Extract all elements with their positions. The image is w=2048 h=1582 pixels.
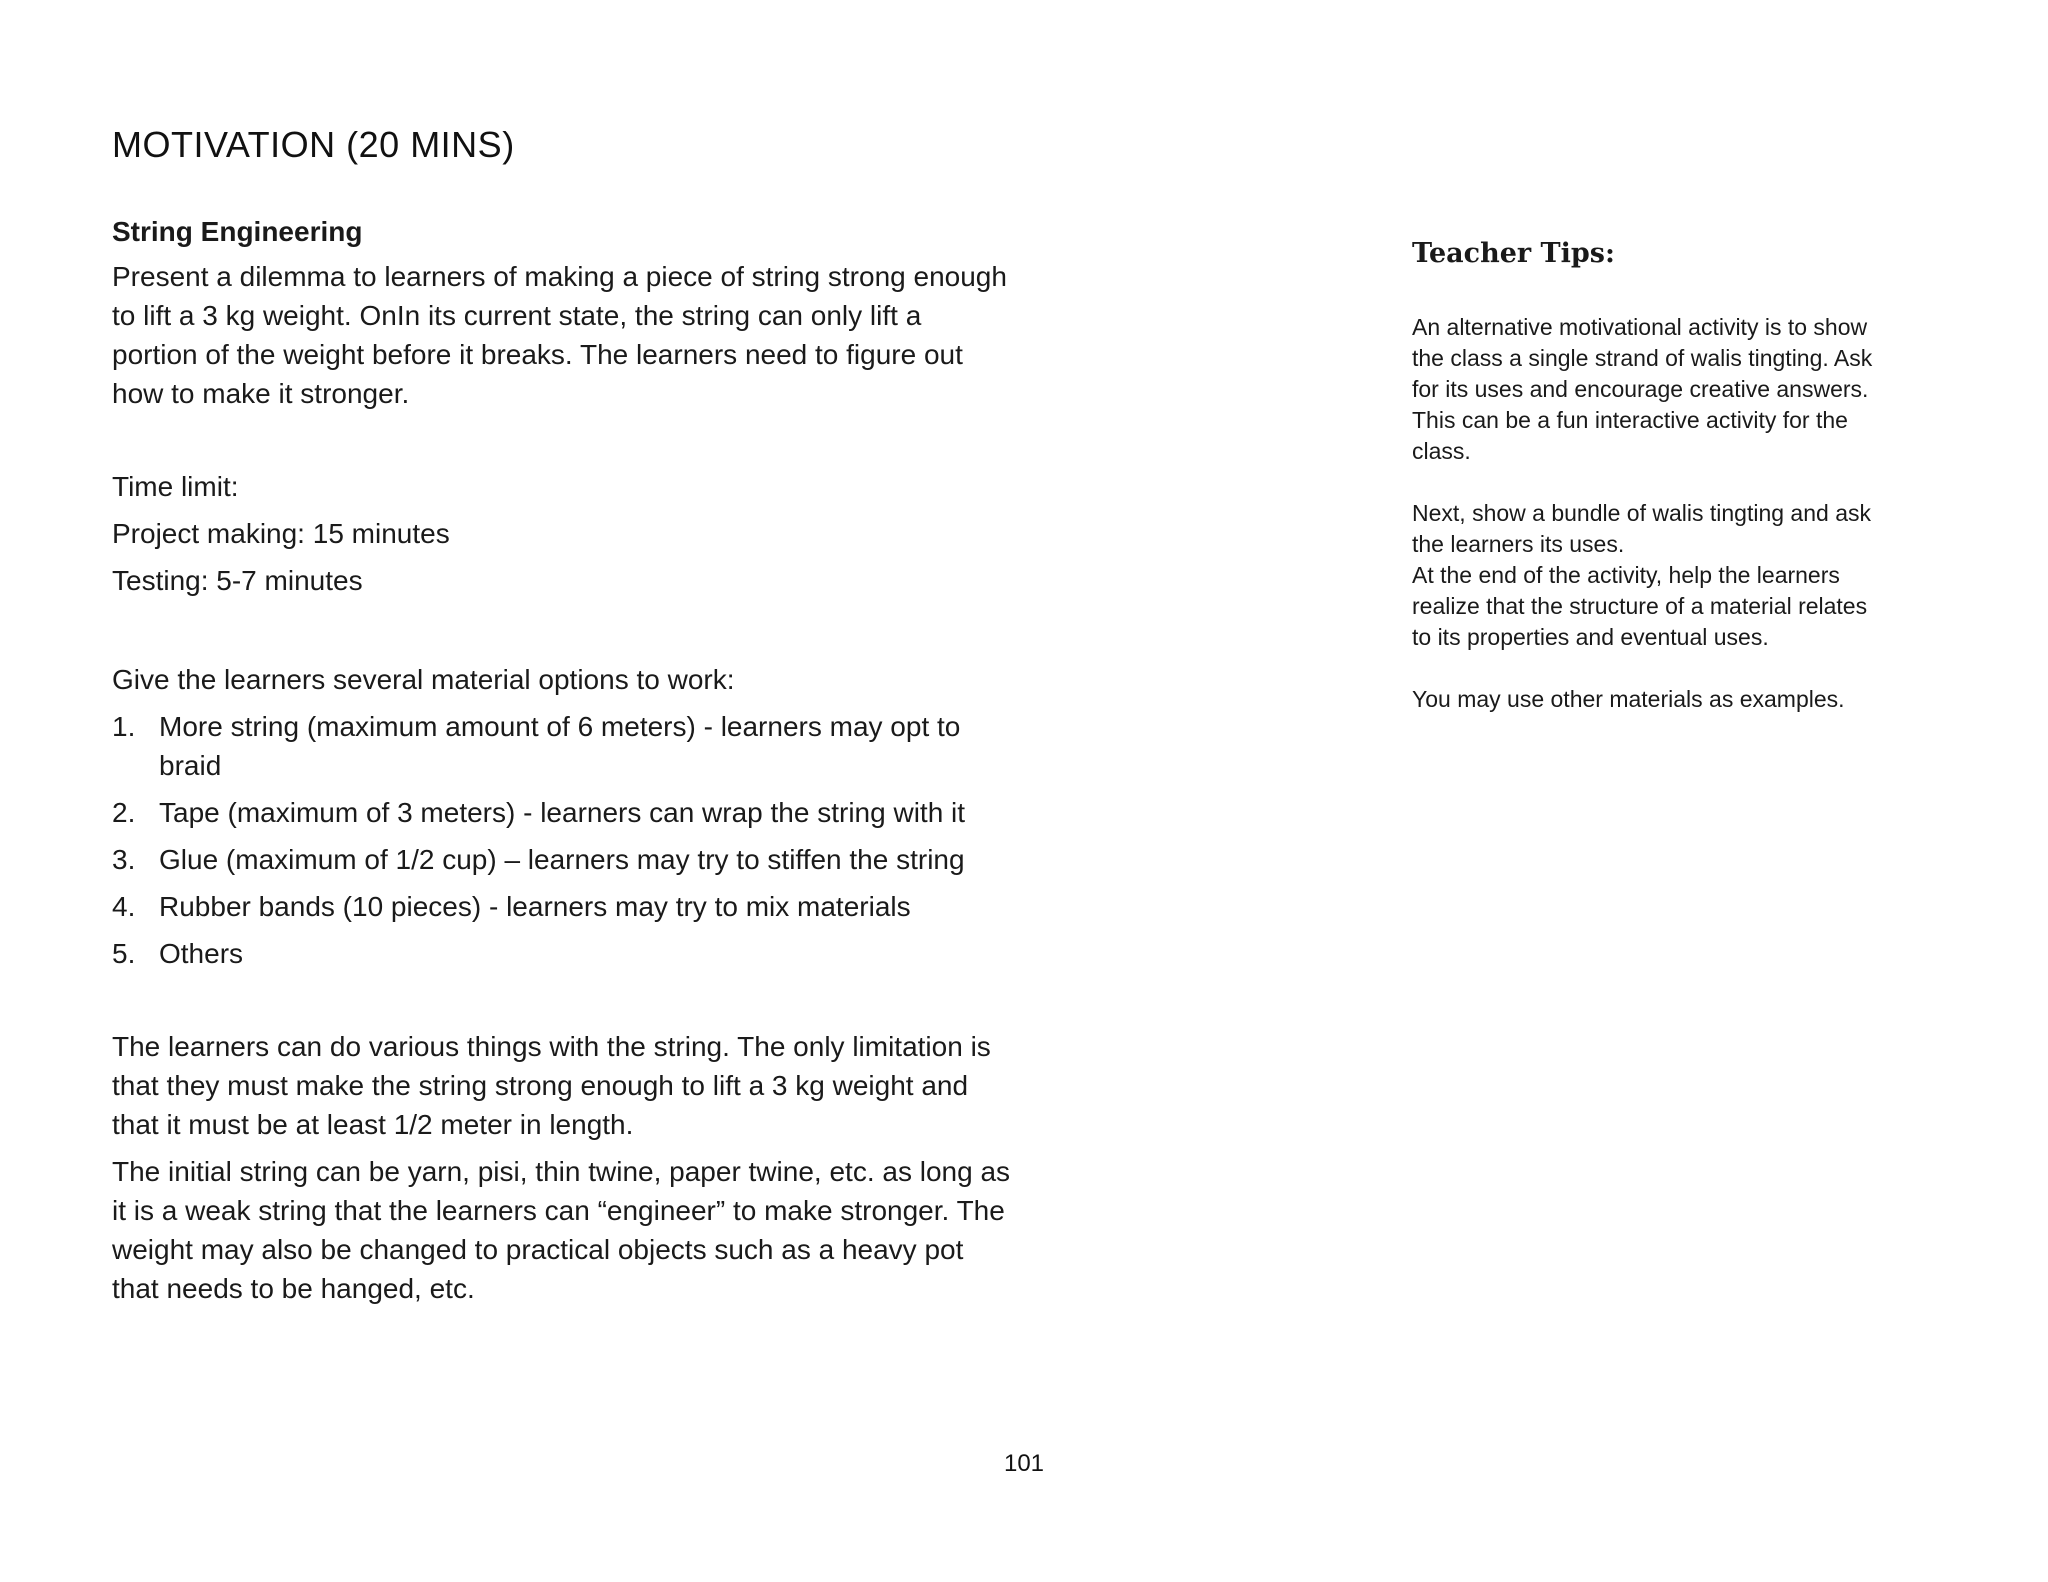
- project-making-time: Project making: 15 minutes: [112, 518, 450, 549]
- closing-paragraph-1: The learners can do various things with the string. The only limitation is that they must make the string strong enough to lift a 3 kg weight and that it must be at least 1/2 meter in length.: [112, 1031, 991, 1140]
- teacher-tip-3: At the end of the activity, help the learners realize that the structure of a material relates to its properties and eventual uses.: [1412, 562, 1868, 650]
- testing-time: Testing: 5-7 minutes: [112, 565, 363, 596]
- list-item-number: 1.: [112, 711, 136, 742]
- list-item-text: Others: [159, 938, 244, 969]
- list-item-number: 3.: [112, 844, 136, 875]
- list-item-text: Tape (maximum of 3 meters) - learners can wrap the string with it: [159, 797, 966, 828]
- list-item-number: 2.: [112, 797, 136, 828]
- options-intro: Give the learners several material options to work:: [112, 664, 735, 695]
- closing-paragraph-2: The initial string can be yarn, pisi, thin twine, paper twine, etc. as long as it is a weak string that the learners can “engineer” to make stronger. The weight may also be changed to practical objects such as a heavy pot that needs to be hanged, etc.: [112, 1156, 1011, 1304]
- teacher-tips-heading: Teacher Tips:: [1412, 238, 1615, 269]
- list-item: [112, 934, 1012, 973]
- list-item: [112, 793, 1012, 832]
- list-item-text: Rubber bands (10 pieces) - learners may try to mix materials: [159, 891, 911, 922]
- page-number: 101: [1003, 1450, 1045, 1477]
- section-heading: String Engineering: [112, 216, 363, 247]
- list-item: [112, 840, 1012, 879]
- list-item: [112, 707, 1012, 785]
- page-title: MOTIVATION (20 MINS): [112, 124, 515, 165]
- list-item-number: 5.: [112, 938, 136, 969]
- teacher-tips-sidebar: [1412, 236, 1892, 715]
- list-item-number: 4.: [112, 891, 136, 922]
- material-options-list: [112, 707, 1012, 973]
- list-item: [112, 887, 1012, 926]
- time-limit-label: Time limit:: [112, 471, 239, 502]
- teacher-tip-2: Next, show a bundle of walis tingting and ask the learners its uses.: [1412, 500, 1871, 557]
- teacher-tip-1: An alternative motivational activity is to show the class a single strand of walis tingting. Ask for its uses and encourage creative answers. This can be a fun interactive activity for the class.: [1412, 314, 1873, 464]
- teacher-tip-4: You may use other materials as examples.: [1412, 686, 1845, 712]
- intro-paragraph: Present a dilemma to learners of making a piece of string strong enough to lift a 3 kg weight. OnIn its current state, the string can only lift a portion of the weight before it breaks. The learners need to figure out how to make it stronger.: [112, 261, 1007, 409]
- list-item-text: More string (maximum amount of 6 meters) - learners may opt to braid: [159, 711, 961, 781]
- list-item-text: Glue (maximum of 1/2 cup) – learners may try to stiffen the string: [159, 844, 965, 875]
- main-content: [112, 212, 1012, 1308]
